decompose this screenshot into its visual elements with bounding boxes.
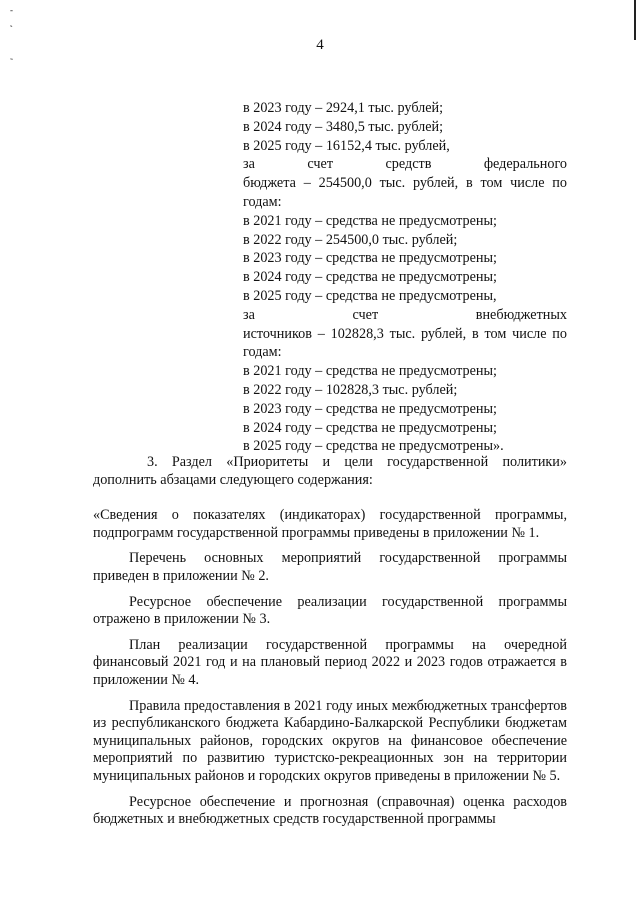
extrabudget-head: за счет внебюджетных — [243, 306, 567, 323]
funding-line: в 2024 году – средства не предусмотрены; — [243, 419, 497, 436]
page-number: 4 — [316, 37, 324, 53]
federal-head: за счет средств федерального — [243, 156, 567, 173]
funding-line: в 2024 году – средства не предусмотрены; — [243, 269, 497, 286]
scan-edge-line — [634, 0, 636, 40]
scan-mark: - — [10, 5, 13, 15]
scan-mark: ˛ — [10, 17, 13, 27]
funding-line: в 2023 году – средства не предусмотрены; — [243, 400, 497, 417]
paragraph: План реализации государственной программы на очередной финансовый 2021 год и на плановый период 2022 и 2023 годов отражается в приложении № 4. — [93, 636, 567, 688]
funding-line: в 2023 году – средства не предусмотрены; — [243, 250, 497, 267]
funding-line: в 2024 году – 3480,5 тыс. рублей; — [243, 118, 444, 135]
extrabudget-tail: источников – 102828,3 тыс. рублей, в том числе по годам: — [243, 325, 567, 361]
funding-line: в 2023 году – 2924,1 тыс. рублей; — [243, 100, 444, 116]
funding-line: в 2021 году – средства не предусмотрены; — [243, 212, 497, 229]
federal-tail: бюджета – 254500,0 тыс. рублей, в том числе по годам: — [243, 175, 567, 210]
funding-line: в 2021 году – средства не предусмотрены; — [243, 363, 497, 380]
funding-line: в 2025 году – 16152,4 тыс. рублей, — [243, 137, 450, 154]
section-3 — [93, 454, 567, 837]
section-heading: 3. Раздел «Приоритеты и цели государственной политики» дополнить абзацами следующего содержания: — [93, 454, 567, 488]
paragraph: Правила предоставления в 2021 году иных межбюджетных трансфертов из республиканского бюджета Кабардино-Балкарской Республики бюджетам муниципальных районов, городских округов на финансовое обеспечение мероприятий по развитию туристско-рекреационных зон на территории муниципальных районов и городских округов приведены в приложении № 5. — [93, 697, 567, 784]
funding-line: в 2025 году – средства не предусмотрены, — [243, 287, 497, 304]
paragraph: Перечень основных мероприятий государственной программы приведен в приложении № 2. — [93, 550, 567, 584]
paragraph: Ресурсное обеспечение реализации государственной программы отражено в приложении № 3. — [93, 593, 567, 628]
funding-line: в 2025 году – средства не предусмотрены». — [243, 438, 504, 455]
paragraph: Ресурсное обеспечение и прогнозная (справочная) оценка расходов бюджетных и внебюджетных средств государственной программы — [93, 793, 567, 828]
scan-mark: ˜ — [10, 57, 13, 67]
funding-line: в 2022 году – 254500,0 тыс. рублей; — [243, 231, 458, 248]
funding-breakdown — [243, 99, 567, 456]
funding-line: в 2022 году – 102828,3 тыс. рублей; — [243, 381, 458, 398]
paragraph: «Сведения о показателях (индикаторах) государственной программы, подпрограмм государственной программы приведены в приложении № 1. — [93, 507, 567, 541]
